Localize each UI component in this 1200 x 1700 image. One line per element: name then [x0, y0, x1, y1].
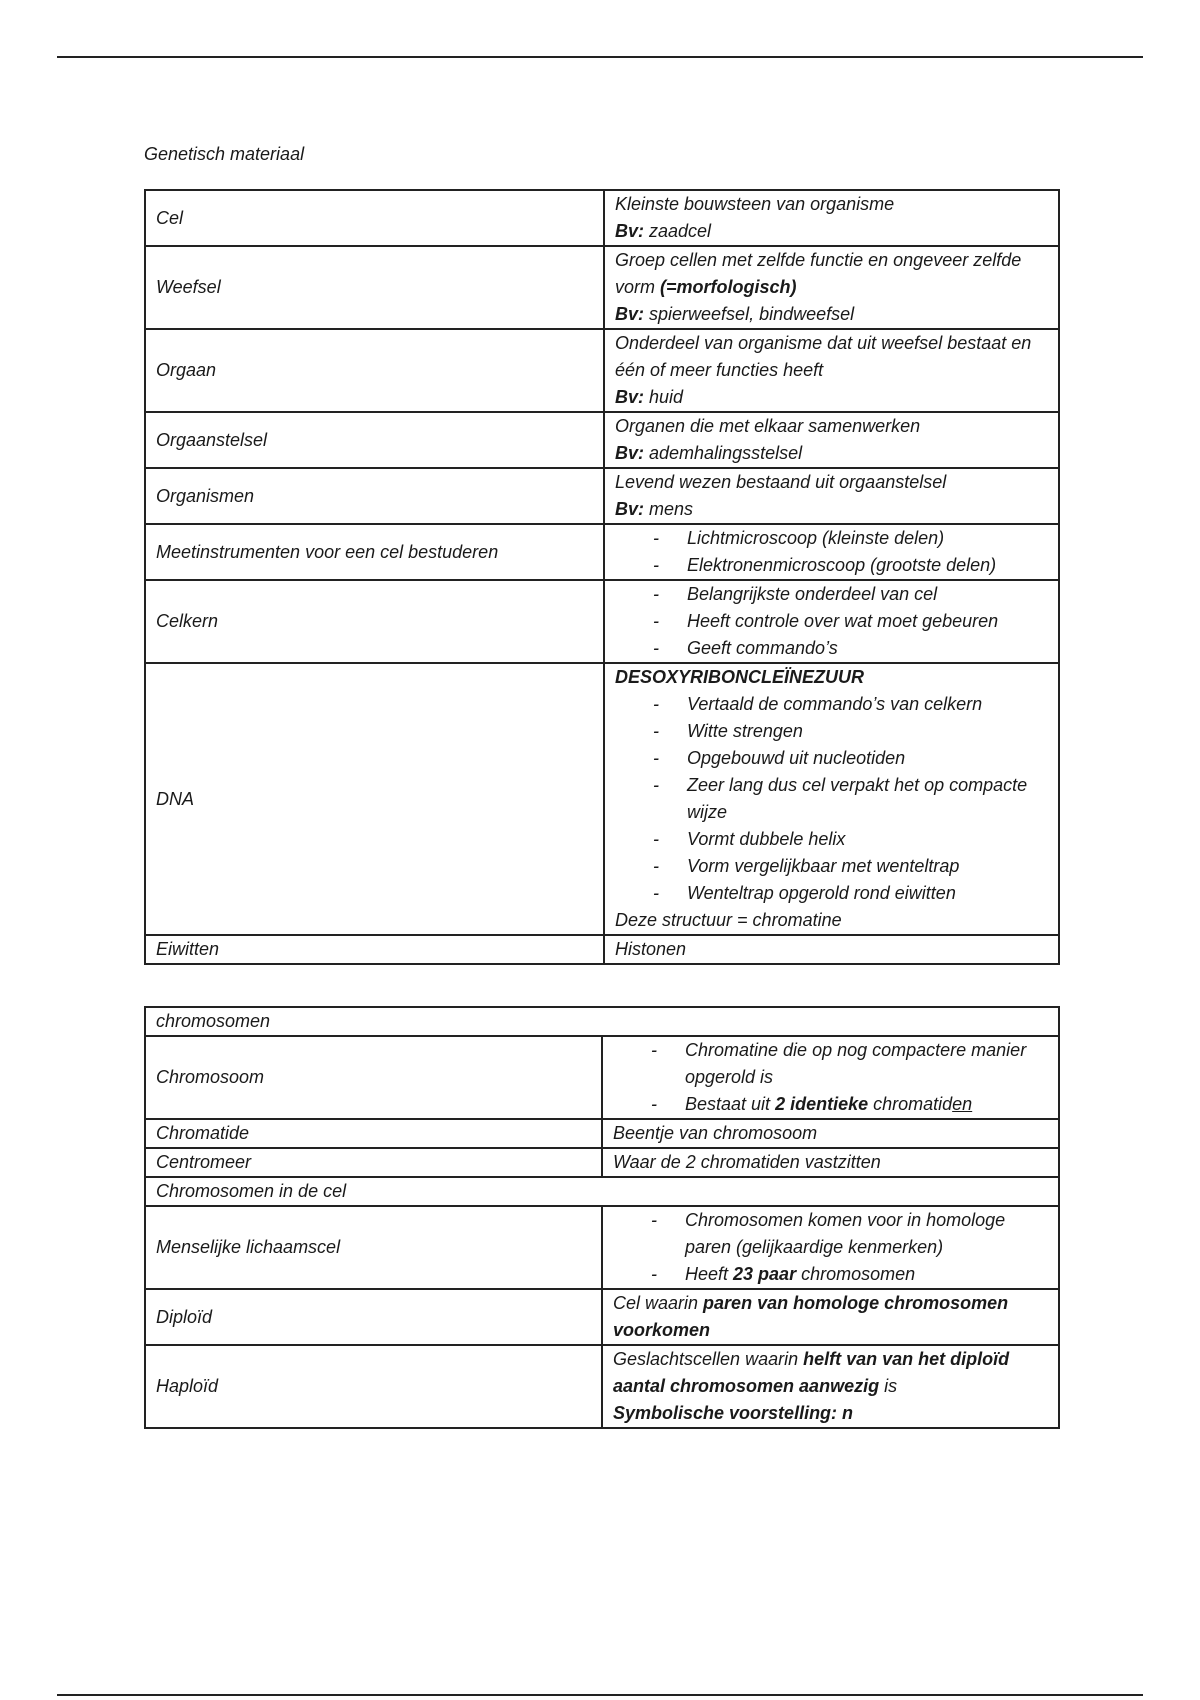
list-item: - Vormt dubbele helix [615, 826, 1048, 853]
list-item: - Heeft controle over wat moet gebeuren [615, 608, 1048, 635]
term-cell: Menselijke lichaamscel [145, 1206, 602, 1289]
table-row [145, 1206, 1059, 1289]
table-row [145, 1119, 1059, 1148]
term-cell: Celkern [145, 580, 604, 663]
term-cell: Chromosoom [145, 1036, 602, 1119]
list-item: - Geeft commando’s [615, 635, 1048, 662]
term-cell: Organismen [145, 468, 604, 524]
description-cell: Groep cellen met zelfde functie en ongeveer zelfde vorm (=morfologisch) Bv: spierweefsel, bindweefsel [604, 246, 1059, 329]
section-header-cell: chromosomen [145, 1007, 1059, 1036]
term-cell: Eiwitten [145, 935, 604, 964]
description-cell: Beentje van chromosoom [602, 1119, 1059, 1148]
table-row [145, 1345, 1059, 1428]
table-row [145, 1289, 1059, 1345]
term-cell: Orgaanstelsel [145, 412, 604, 468]
description-cell: Geslachtscellen waarin helft van van het diploïd aantal chromosomen aanwezig is Symbolische voorstelling: n [602, 1345, 1059, 1428]
page-bottom-rule [57, 1694, 1143, 1696]
table-row [145, 524, 1059, 580]
description-cell [602, 1036, 1059, 1119]
list-item: - Vorm vergelijkbaar met wenteltrap [615, 853, 1048, 880]
page-title: Genetisch materiaal [144, 144, 305, 164]
table-row [145, 935, 1059, 964]
description-cell: Levend wezen bestaand uit orgaanstelsel Bv: mens [604, 468, 1059, 524]
table-row [145, 412, 1059, 468]
description-cell [602, 1206, 1059, 1289]
table-row [145, 1007, 1059, 1036]
description-cell: DESOXYRIBONCLEÏNEZUUR - Vertaald de commando’s van celkern - Witte strengen - Opgebouwd uit nucleotiden - Zeer lang dus cel verpakt het op compacte wijze - Vormt dubbele helix - Vorm vergelijkbaar met wenteltrap - Wenteltrap opgerold rond eiwitten Deze structuur = chromatine [604, 663, 1059, 935]
list-item: - Vertaald de commando’s van celkern [615, 691, 1048, 718]
list-item: - Bestaat uit 2 identieke chromatiden [613, 1091, 1048, 1118]
term-cell: Cel [145, 190, 604, 246]
list-item: - Heeft 23 paar chromosomen [613, 1261, 1048, 1288]
list-item: - Elektronenmicroscoop (grootste delen) [615, 552, 1048, 579]
section-header-cell: Chromosomen in de cel [145, 1177, 1059, 1206]
list-item: - Zeer lang dus cel verpakt het op compacte wijze [615, 772, 1048, 826]
term-cell: Diploïd [145, 1289, 602, 1345]
description-cell: Onderdeel van organisme dat uit weefsel bestaat en één of meer functies heeft Bv: huid [604, 329, 1059, 412]
list-item: - Chromatine die op nog compactere manier opgerold is [613, 1037, 1048, 1091]
table-row [145, 190, 1059, 246]
list-item: - Witte strengen [615, 718, 1048, 745]
term-cell: Haploïd [145, 1345, 602, 1428]
term-cell: DNA [145, 663, 604, 935]
list-item: - Lichtmicroscoop (kleinste delen) [615, 525, 1048, 552]
list-item: - Wenteltrap opgerold rond eiwitten [615, 880, 1048, 907]
table-row [145, 1177, 1059, 1206]
term-cell: Centromeer [145, 1148, 602, 1177]
table-row [145, 468, 1059, 524]
description-cell [604, 580, 1059, 663]
table-row [145, 1036, 1059, 1119]
table-row [145, 1148, 1059, 1177]
term-cell: Orgaan [145, 329, 604, 412]
list-item: - Opgebouwd uit nucleotiden [615, 745, 1048, 772]
table-row [145, 580, 1059, 663]
description-cell: Kleinste bouwsteen van organisme Bv: zaadcel [604, 190, 1059, 246]
description-cell: Cel waarin paren van homologe chromosomen voorkomen [602, 1289, 1059, 1345]
table-row [145, 246, 1059, 329]
description-cell: Histonen [604, 935, 1059, 964]
term-cell: Chromatide [145, 1119, 602, 1148]
description-cell [604, 524, 1059, 580]
chromosomes-table [144, 1006, 1060, 1429]
table-row [145, 329, 1059, 412]
genetic-material-table [144, 189, 1060, 965]
description-cell: Waar de 2 chromatiden vastzitten [602, 1148, 1059, 1177]
table-row [145, 663, 1059, 935]
term-cell: Weefsel [145, 246, 604, 329]
term-cell: Meetinstrumenten voor een cel bestuderen [145, 524, 604, 580]
page-top-rule [57, 56, 1143, 58]
description-cell: Organen die met elkaar samenwerken Bv: ademhalingsstelsel [604, 412, 1059, 468]
list-item: - Belangrijkste onderdeel van cel [615, 581, 1048, 608]
list-item: - Chromosomen komen voor in homologe paren (gelijkaardige kenmerken) [613, 1207, 1048, 1261]
